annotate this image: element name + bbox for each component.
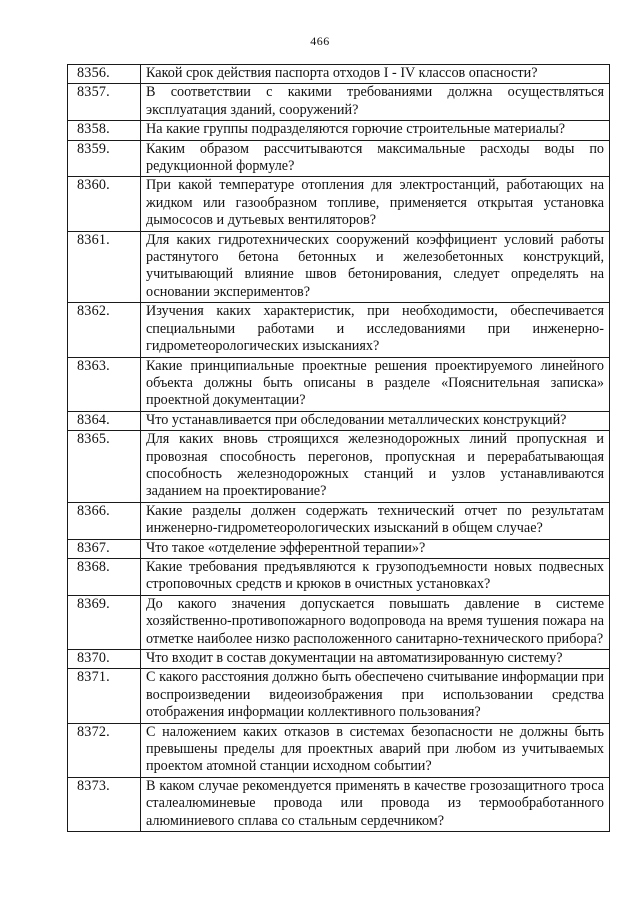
question-text: Каким образом рассчитываются максимальные расходы воды по редукционной формуле? — [141, 140, 610, 177]
questions-table — [67, 64, 610, 832]
table-row — [68, 177, 610, 231]
table-row — [68, 723, 610, 777]
table-row — [68, 65, 610, 84]
question-number: 8369. — [68, 595, 141, 649]
question-number: 8371. — [68, 669, 141, 723]
question-text: Что такое «отделение эфферентной терапии»? — [141, 539, 610, 558]
table-row — [68, 431, 610, 503]
table-row — [68, 539, 610, 558]
question-text: Какой срок действия паспорта отходов I - IV классов опасности? — [141, 65, 610, 84]
table-row — [68, 595, 610, 649]
table-row — [68, 231, 610, 303]
question-text: Какие требования предъявляются к грузоподъемности новых подвесных строповочных средств и крюков в очистных установках? — [141, 558, 610, 595]
table-row — [68, 84, 610, 121]
questions-table-body — [68, 65, 610, 832]
question-number: 8364. — [68, 411, 141, 430]
question-text: До какого значения допускается повышать давление в системе хозяйственно-противопожарного водопровода на время тушения пожара на отметке наиболее низко расположенного санитарно-технического прибора? — [141, 595, 610, 649]
question-number: 8356. — [68, 65, 141, 84]
question-text: В каком случае рекомендуется применять в качестве грозозащитного троса сталеалюминевые провода или провода из термообработанного алюминиевого сплава со стальным сердечником? — [141, 777, 610, 831]
question-text: Изучения каких характеристик, при необходимости, обеспечивается специальными работами и исследованиями при инженерно-гидрометеорологических изысканиях? — [141, 303, 610, 357]
question-number: 8360. — [68, 177, 141, 231]
question-text: При какой температуре отопления для электростанций, работающих на жидком или газообразном топливе, применяется открытая установка дымососов и дутьевых вентиляторов? — [141, 177, 610, 231]
question-text: Какие принципиальные проектные решения проектируемого линейного объекта должны быть описаны в разделе «Пояснительная записка» проектной документации? — [141, 357, 610, 411]
question-text: Что входит в состав документации на автоматизированную систему? — [141, 650, 610, 669]
table-row — [68, 411, 610, 430]
table-row — [68, 303, 610, 357]
question-number: 8373. — [68, 777, 141, 831]
table-row — [68, 140, 610, 177]
question-text: С какого расстояния должно быть обеспечено считывание информации при воспроизведении видеоизображения при использовании средства отображения информации коллективного пользования? — [141, 669, 610, 723]
question-number: 8362. — [68, 303, 141, 357]
table-row — [68, 502, 610, 539]
question-number: 8365. — [68, 431, 141, 503]
question-number: 8363. — [68, 357, 141, 411]
table-row — [68, 558, 610, 595]
table-row — [68, 121, 610, 140]
question-number: 8367. — [68, 539, 141, 558]
question-text: Для каких гидротехнических сооружений коэффициент условий работы растянутого бетона бетонных и железобетонных конструкций, учитывающий влияние швов бетонирования, следует определять на основании экспериментов? — [141, 231, 610, 303]
table-row — [68, 357, 610, 411]
table-row — [68, 777, 610, 831]
question-number: 8372. — [68, 723, 141, 777]
question-number: 8357. — [68, 84, 141, 121]
question-number: 8358. — [68, 121, 141, 140]
question-number: 8368. — [68, 558, 141, 595]
table-row — [68, 669, 610, 723]
question-number: 8366. — [68, 502, 141, 539]
table-row — [68, 650, 610, 669]
question-text: Для каких вновь строящихся железнодорожных линий пропускная и провозная способность перегонов, пропускная и перерабатывающая способность железнодорожных станций и узлов устанавливаются заданием на проектирование? — [141, 431, 610, 503]
question-number: 8361. — [68, 231, 141, 303]
question-text: С наложением каких отказов в системах безопасности не должны быть превышены пределы для проектных аварий при любом из учитываемых проектом атомной станции исходном событии? — [141, 723, 610, 777]
question-number: 8370. — [68, 650, 141, 669]
question-text: На какие группы подразделяются горючие строительные материалы? — [141, 121, 610, 140]
question-number: 8359. — [68, 140, 141, 177]
question-text: Что устанавливается при обследовании металлических конструкций? — [141, 411, 610, 430]
question-text: Какие разделы должен содержать технический отчет по результатам инженерно-гидрометеорологических изысканий в общем случае? — [141, 502, 610, 539]
page-number: 466 — [310, 34, 330, 48]
question-text: В соответствии с какими требованиями должна осуществляться эксплуатация зданий, сооружений? — [141, 84, 610, 121]
